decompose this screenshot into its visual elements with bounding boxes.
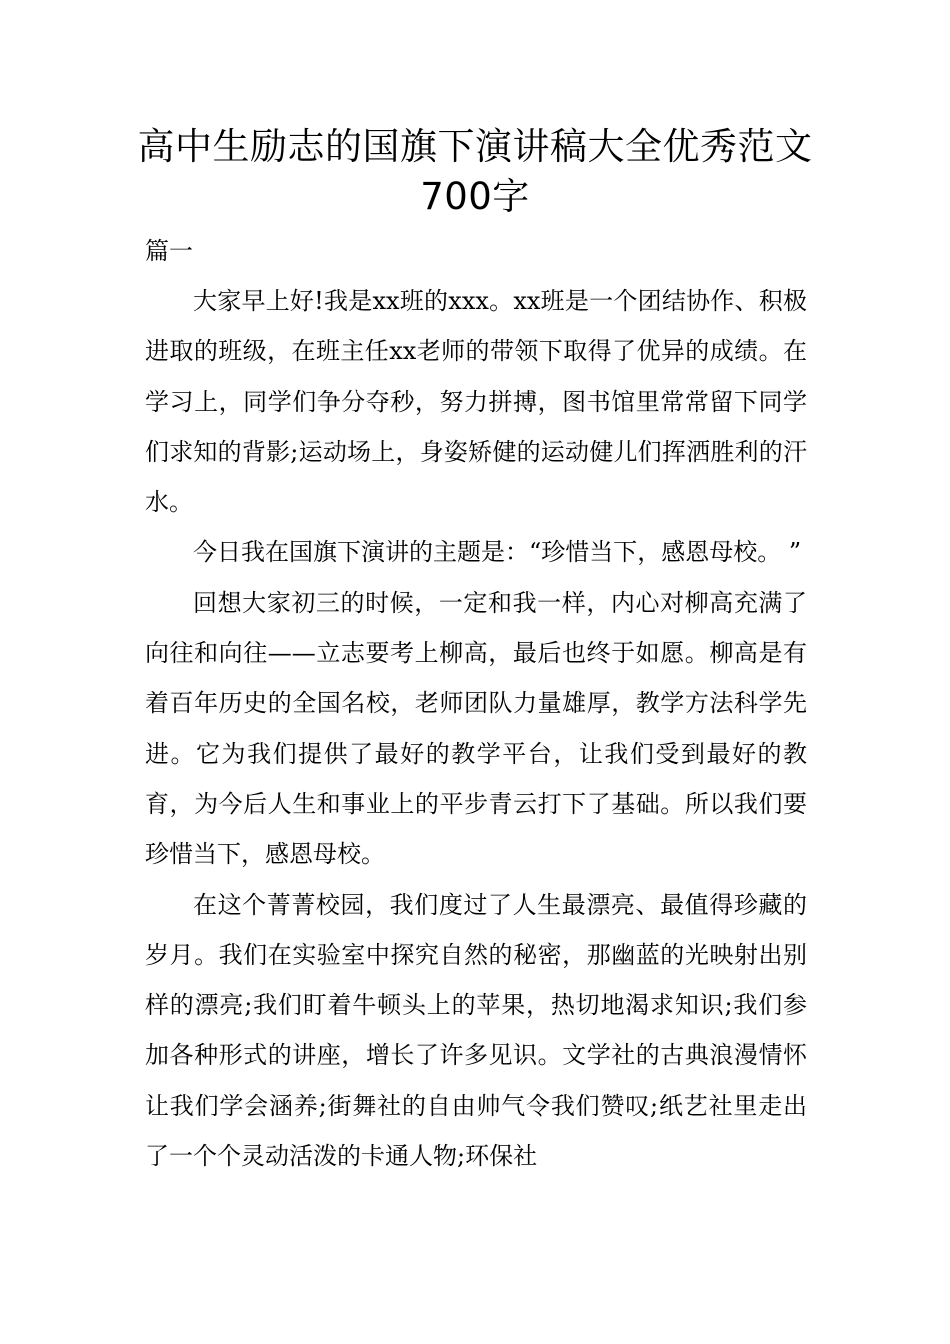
paragraph: 在这个菁菁校园，我们度过了人生最漂亮、最值得珍藏的岁月。我们在实验室中探究自然的秘密，那幽蓝的光映射出别样的漂亮;我们盯着牛顿头上的苹果，热切地渴求知识;我们参加各种形式的讲座，增长了许多见识。文学社的古典浪漫情怀让我们学会涵养;街舞社的自由帅气令我们赞叹;纸艺社里走出了一个个灵动活泼的卡通人物;环保社 bbox=[145, 890, 807, 1171]
paragraph: 回想大家初三的时候，一定和我一样，内心对柳高充满了向往和向往——立志要考上柳高，最后也终于如愿。柳高是有着百年历史的全国名校，老师团队力量雄厚，教学方法科学先进。它为我们提供了最好的教学平台，让我们受到最好的教育，为今后人生和事业上的平步青云打下了基础。所以我们要珍惜当下，感恩母校。 bbox=[145, 588, 807, 869]
document-body bbox=[145, 276, 807, 1181]
document-title: 高中生励志的国旗下演讲稿大全优秀范文700字 bbox=[137, 125, 813, 218]
paragraph: 大家早上好!我是xx班的xxx。xx班是一个团结协作、积极进取的班级，在班主任xx老师的带领下取得了优异的成绩。在学习上，同学们争分夺秒，努力拼搏，图书馆里常常留下同学们求知的背影;运动场上，身姿矫健的运动健儿们挥洒胜利的汗水。 bbox=[145, 287, 807, 517]
paragraph: 今日我在国旗下演讲的主题是：“珍惜当下，感恩母校。 ” bbox=[193, 538, 802, 567]
section-label: 篇一 bbox=[145, 237, 193, 265]
